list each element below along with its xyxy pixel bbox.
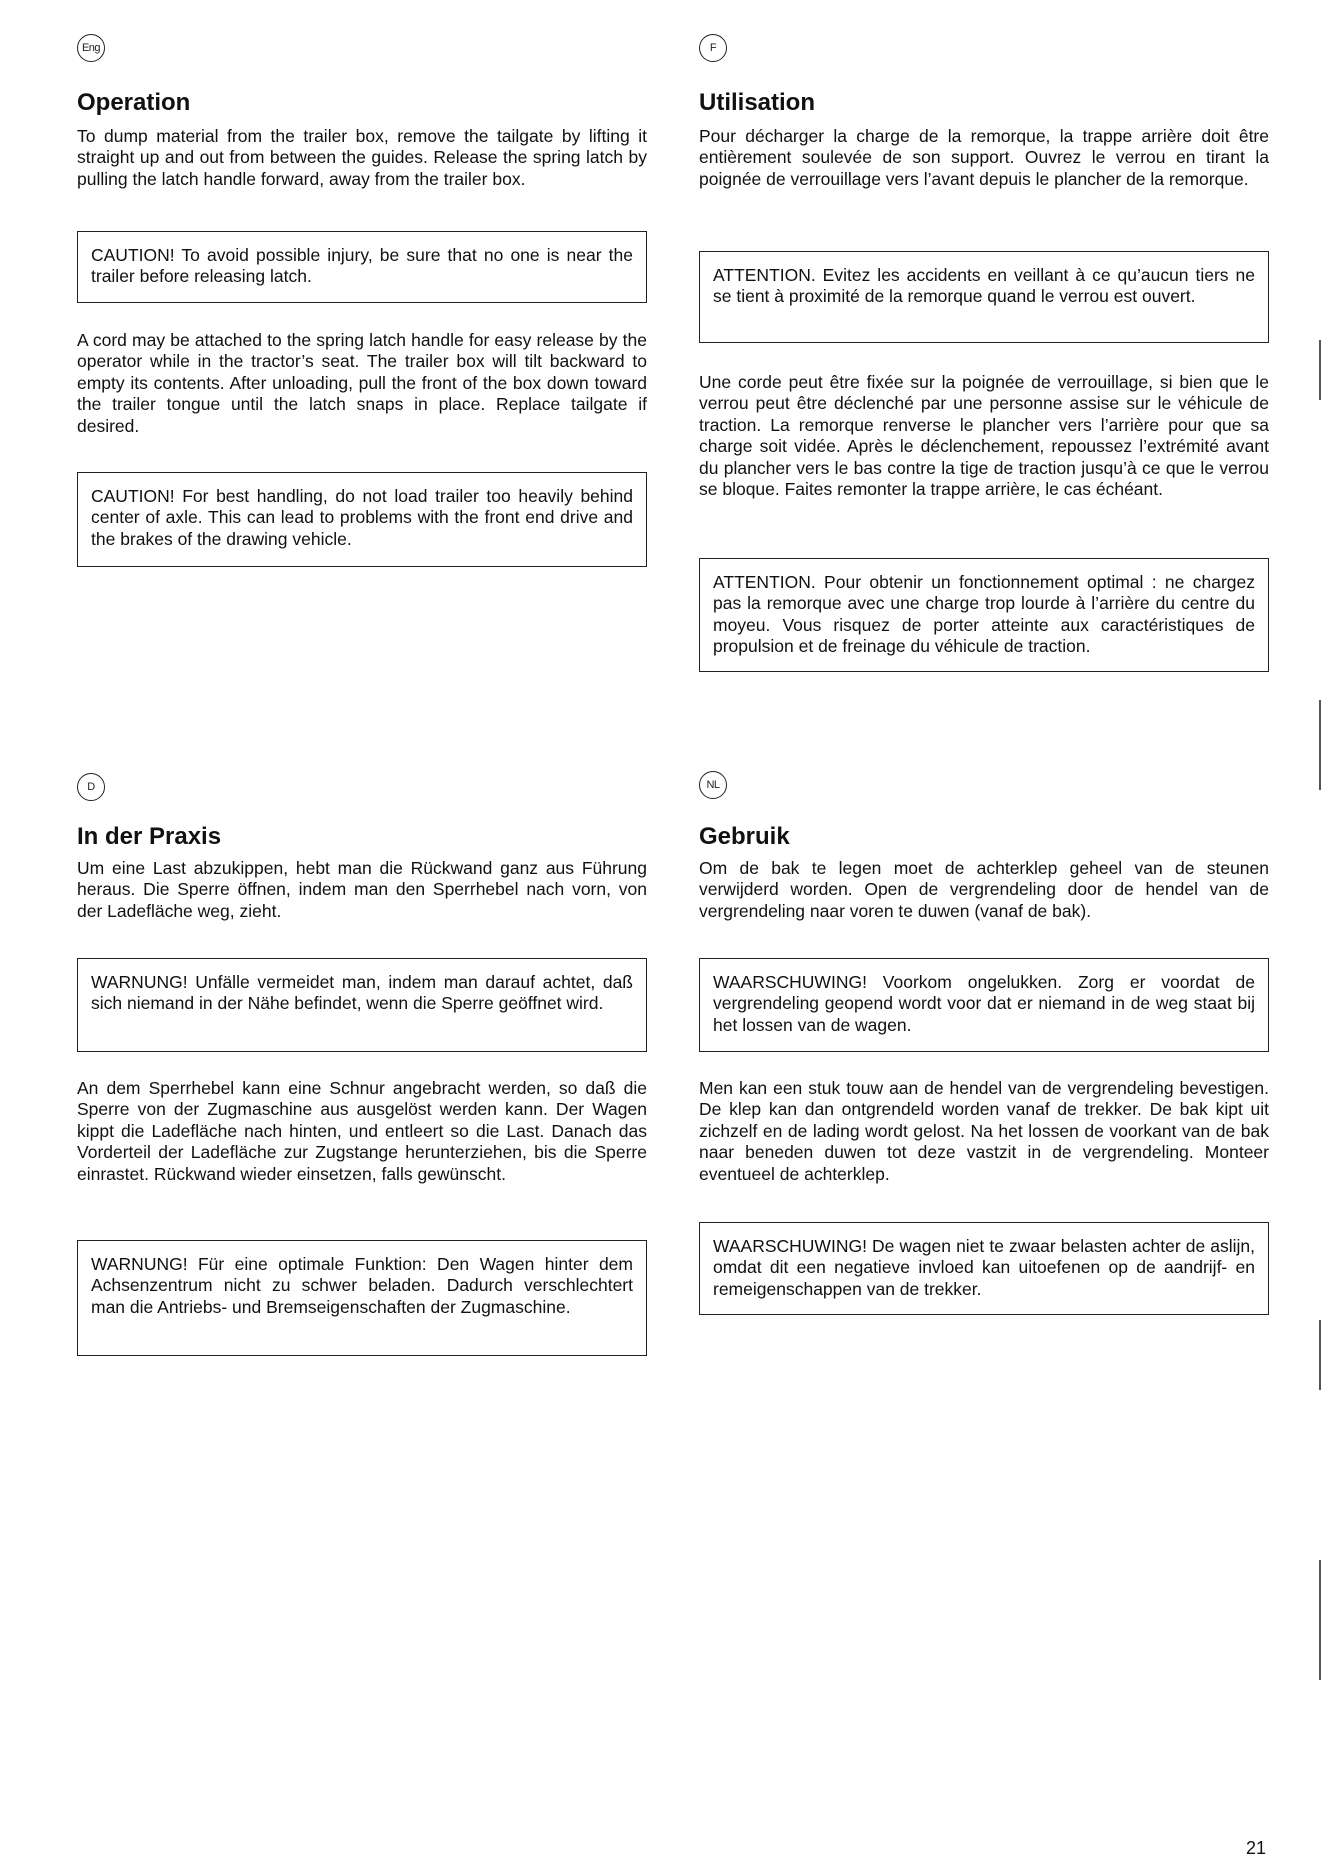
caution-text-german-2: WARNUNG! Für eine optimale Funktion: Den Wagen hinter dem Achsenzentrum nicht zu schwer beladen. Dadurch verschlechtert man die Antriebs- und Bremseigenschaften der Zugmaschine. <box>91 1254 633 1317</box>
caution-box-french-1 <box>699 251 1269 343</box>
heading-german: In der Praxis <box>77 823 222 850</box>
caution-box-french-2 <box>699 558 1269 672</box>
caution-box-dutch-2 <box>699 1222 1269 1315</box>
paragraph-french-1: Pour décharger la charge de la remorque, la trappe arrière doit être entièrement soulevée de son support. Ouvrez le verrou en tirant la poignée de verrouillage vers l’avant depuis le plancher de la remorque. <box>699 126 1269 189</box>
paragraph-dutch-1: Om de bak te legen moet de achterklep geheel van de steunen verwijderd worden. Open de vergrendeling door de hendel van de vergrendeling naar voren te duwen (vanaf de bak). <box>699 858 1269 921</box>
caution-box-english-1 <box>77 231 647 303</box>
caution-text-dutch-2: WAARSCHUWING! De wagen niet te zwaar belasten achter de aslijn, omdat dit een negatieve invloed kan uitoefenen op de aandrijf- en remeigenschappen van de trekker. <box>713 1236 1255 1299</box>
language-icon-french: F <box>699 34 727 62</box>
caution-box-dutch-1 <box>699 958 1269 1052</box>
caution-box-english-2 <box>77 472 647 567</box>
paragraph-french-2: Une corde peut être fixée sur la poignée de verrouillage, si bien que le verrou peut être déclenché par une personne assise sur le véhicule de traction. La remorque renverse le plancher vers l’arrière pour que sa charge soit vidée. Après le déclenchement, repoussez l’extrémité avant du plancher vers le bas contre la tige de traction jusqu’à ce que le verrou se bloque. Faites remonter la trappe arrière, le cas échéant. <box>699 372 1269 500</box>
heading-english: Operation <box>77 89 191 116</box>
caution-text-german-1: WARNUNG! Unfälle vermeidet man, indem man darauf achtet, daß sich niemand in der Nähe befindet, wenn die Sperre geöffnet wird. <box>91 972 633 1014</box>
page-number: 21 <box>1245 1838 1266 1858</box>
caution-box-german-2 <box>77 1240 647 1356</box>
heading-dutch: Gebruik <box>699 823 790 850</box>
heading-french: Utilisation <box>699 89 816 116</box>
paragraph-english-2: A cord may be attached to the spring latch handle for easy release by the operator while in the tractor’s seat. The trailer box will tilt backward to empty its contents. After unloading, pull the front of the box down toward the trailer tongue until the latch snaps in place. Replace tailgate if desired. <box>77 330 647 436</box>
paragraph-english-1: To dump material from the trailer box, remove the tailgate by lifting it straight up and out from between the guides. Release the spring latch by pulling the latch handle forward, away from the trailer box. <box>77 126 647 189</box>
caution-text-english-1: CAUTION! To avoid possible injury, be sure that no one is near the trailer before releasing latch. <box>91 245 633 287</box>
language-icon-english: Eng <box>77 34 105 62</box>
paragraph-german-1: Um eine Last abzukippen, hebt man die Rückwand ganz aus Führung heraus. Die Sperre öffnen, indem man den Sperrhebel nach vorn, von der Ladefläche weg, zieht. <box>77 858 647 921</box>
caution-box-german-1 <box>77 958 647 1052</box>
caution-text-dutch-1: WAARSCHUWING! Voorkom ongelukken. Zorg er voordat de vergrendeling geopend wordt voor dat er niemand in de weg staat bij het lossen van de wagen. <box>713 972 1255 1035</box>
language-icon-dutch: NL <box>699 771 727 799</box>
caution-text-english-2: CAUTION! For best handling, do not load trailer too heavily behind center of axle. This can lead to problems with the front end drive and the brakes of the drawing vehicle. <box>91 486 633 549</box>
paragraph-dutch-2: Men kan een stuk touw aan de hendel van de vergrendeling bevestigen. De klep kan dan ontgrendeld worden vanaf de trekker. De bak kipt uit zichzelf en de lading wordt gelost. Na het lossen de voorkant van de bak naar beneden duwen tot deze vastzit in de vergrendeling. Monteer eventueel de achterklep. <box>699 1078 1269 1184</box>
paragraph-german-2: An dem Sperrhebel kann eine Schnur angebracht werden, so daß die Sperre von der Zugmaschine aus ausgelöst werden kann. Der Wagen kippt die Ladefläche nach hinten, und entleert so die Last. Danach das Vorderteil der Ladefläche zur Zugstange herunterziehen, bis die Sperre einrastet. Rückwand wieder einsetzen, falls gewünscht. <box>77 1078 647 1184</box>
caution-text-french-1: ATTENTION. Evitez les accidents en veillant à ce qu’aucun tiers ne se tient à proximité de la remorque quand le verrou est ouvert. <box>713 265 1255 307</box>
language-icon-german: D <box>77 773 105 801</box>
caution-text-french-2: ATTENTION. Pour obtenir un fonctionnement optimal : ne chargez pas la remorque avec une charge trop lourde à l’arrière du centre du moyeu. Vous risquez de porter atteinte aux caractéristiques de propulsion et de freinage du véhicule de traction. <box>713 572 1255 657</box>
